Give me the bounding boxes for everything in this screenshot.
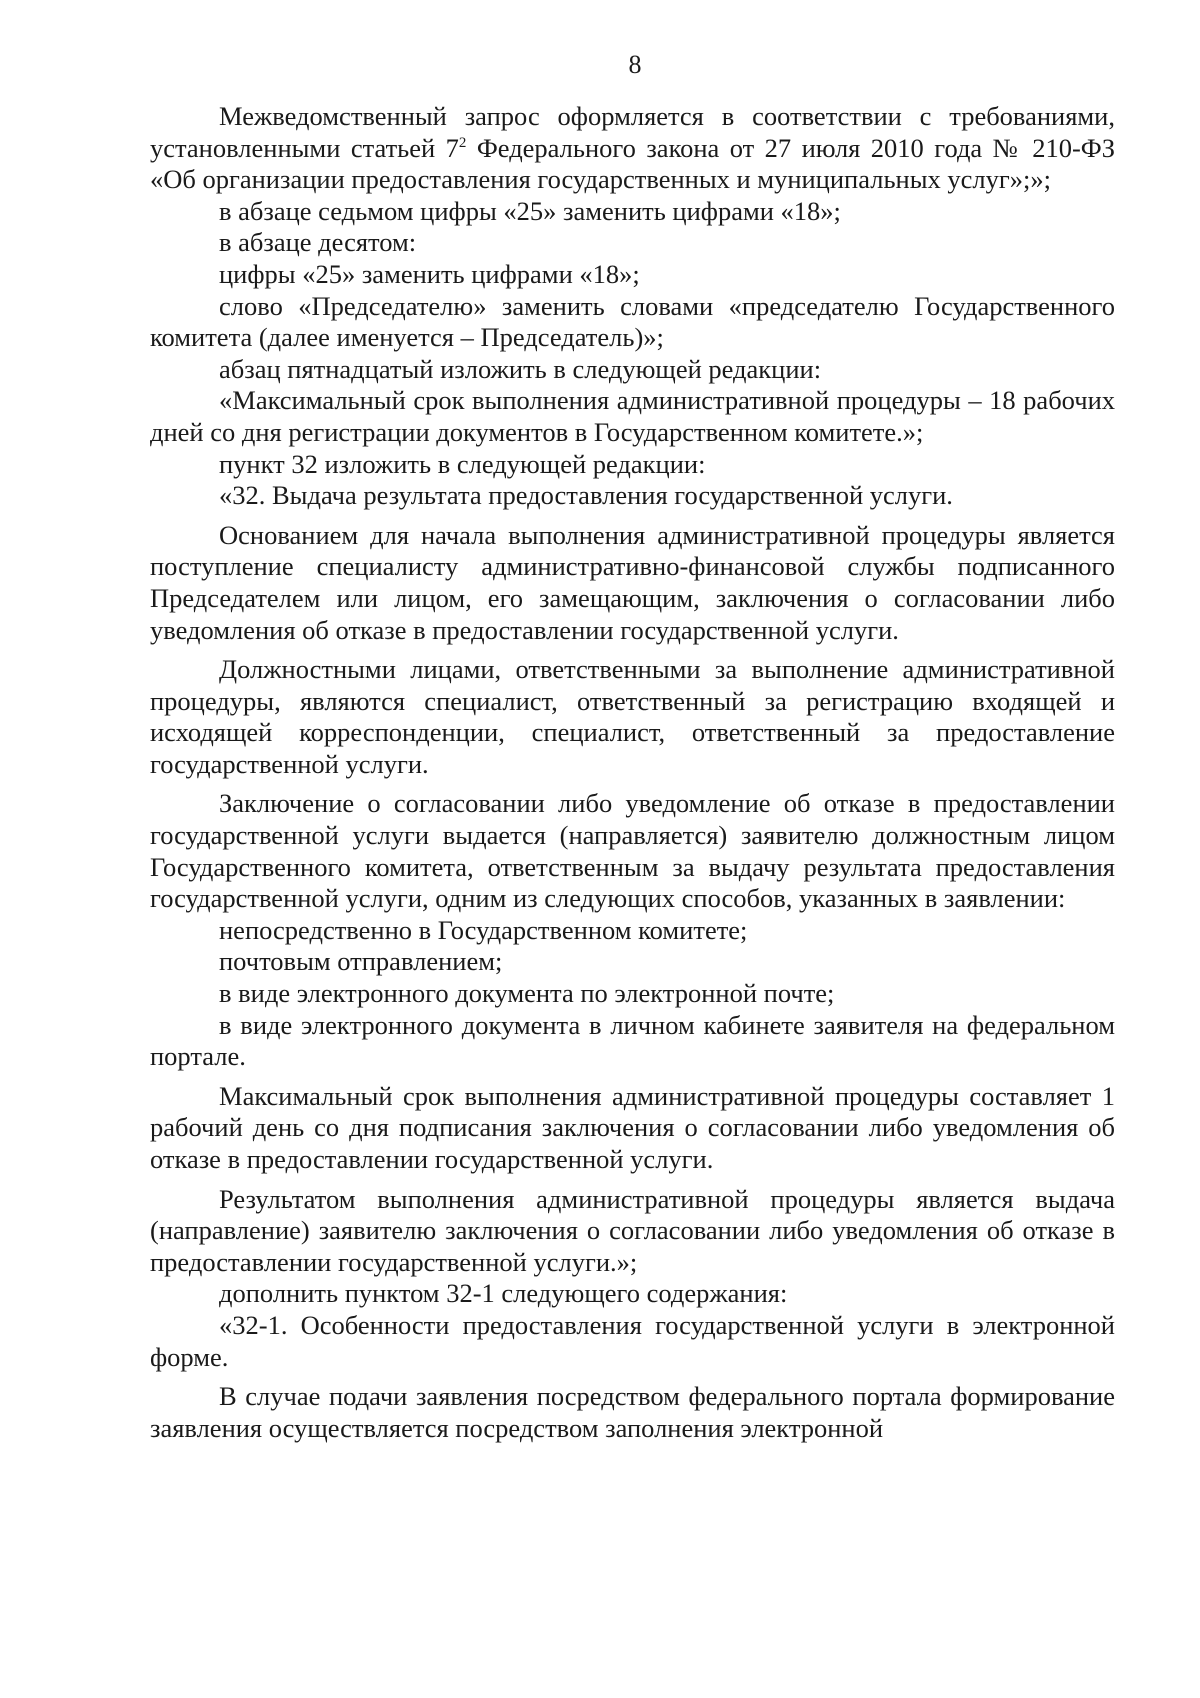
paragraph-text: Межведомственный запрос оформляется в соответствии с требованиями, установленными статьей 7: [150, 101, 1115, 163]
page-number: 8: [628, 50, 642, 79]
list-item: почтовым отправлением;: [219, 946, 503, 977]
paragraph-text-tail: Федерального закона от 27 июля 2010 года № 210-ФЗ «Об организации предоставления государственных и муниципальных услуг»;»;: [150, 132, 1115, 195]
paragraph: Результатом выполнения административной процедуры является выдача (направление) заявителю заключения о согласовании либо уведомления об отказе в предоставлении государственной услуги.»;: [150, 1183, 1115, 1277]
list-item: непосредственно в Государственном комитете;: [219, 914, 748, 945]
paragraph: «32-1. Особенности предоставления государственной услуги в электронной форме.: [150, 1309, 1115, 1372]
list-item: в виде электронного документа в личном кабинете заявителя на федеральном портале.: [150, 1009, 1115, 1072]
superscript-article-number: 2: [458, 134, 467, 151]
paragraph: Заключение о согласовании либо уведомление об отказе в предоставлении государственной услуги выдается (направляется) заявителю должностным лицом Государственного комитета, ответственным за выдачу результата предоставления государственной услуги, одним из следующих способов, указанных в заявлении:: [150, 788, 1115, 914]
paragraph: абзац пятнадцатый изложить в следующей редакции:: [219, 353, 822, 384]
paragraph: пункт 32 изложить в следующей редакции:: [219, 448, 706, 479]
document-body: [150, 101, 1115, 1444]
paragraph: «32. Выдача результата предоставления государственной услуги.: [219, 480, 953, 511]
paragraph: в абзаце десятом:: [219, 227, 417, 258]
paragraph: в абзаце седьмом цифры «25» заменить цифрами «18»;: [219, 195, 841, 226]
paragraph: дополнить пунктом 32-1 следующего содержания:: [219, 1278, 788, 1309]
paragraph: В случае подачи заявления посредством федерального портала формирование заявления осуществляется посредством заполнения электронной: [150, 1381, 1115, 1443]
paragraph: Максимальный срок выполнения административной процедуры составляет 1 рабочий день со дня подписания заключения о согласовании либо уведомления об отказе в предоставлении государственной услуги.: [150, 1080, 1115, 1174]
paragraph: Должностными лицами, ответственными за выполнение административной процедуры, являются специалист, ответственный за регистрацию входящей и исходящей корреспонденции, специалист, ответственный за предоставление государственной услуги.: [150, 654, 1115, 779]
paragraph-intergovernmental-request: [150, 101, 1115, 196]
paragraph: «Максимальный срок выполнения административной процедуры – 18 рабочих дней со дня регистрации документов в Государственном комитете.»;: [150, 385, 1115, 447]
paragraph: цифры «25» заменить цифрами «18»;: [219, 258, 640, 289]
paragraph: слово «Председателю» заменить словами «председателю Государственного комитета (далее именуется – Председатель)»;: [150, 290, 1115, 353]
paragraph: Основанием для начала выполнения административной процедуры является поступление специалисту административно-финансовой службы подписанного Председателем или лицом, его замещающим, заключения о согласовании либо уведомления об отказе в предоставлении государственной услуги.: [150, 519, 1115, 645]
list-item: в виде электронного документа по электронной почте;: [219, 978, 835, 1009]
